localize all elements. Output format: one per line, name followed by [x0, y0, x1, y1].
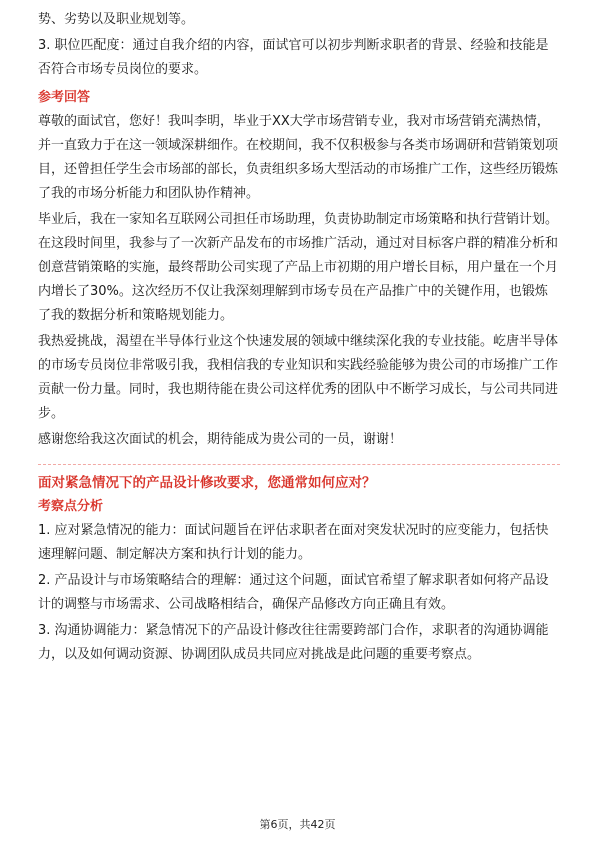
- analysis-heading: 考察点分析: [38, 499, 104, 514]
- answer-paragraph-3: 我热爱挑战，渴望在半导体行业这个快速发展的领域中继续深化我的专业技能。屹唐半导体的市场专员岗位非常吸引我，我相信我的专业知识和实践经验能够为贵公司的市场推广工作贡献一份力量。同时，我也期待能在贵公司这样优秀的团队中不断学习成长，与公司共同进步。: [38, 334, 559, 421]
- answer-paragraph-4: 感谢您给我这次面试的机会，期待能成为贵公司的一员，谢谢！: [38, 432, 403, 447]
- reference-answer-heading: 参考回答: [38, 90, 91, 105]
- point-3: 3. 职位匹配度：通过自我介绍的内容，面试官可以初步判断求职者的背景、经验和技能是否符合市场专员岗位的要求。: [38, 38, 549, 77]
- answer-paragraph-2: 毕业后，我在一家知名互联网公司担任市场助理，负责协助制定市场策略和执行营销计划。在这段时间里，我参与了一次新产品发布的市场推广活动，通过对目标客户群的精准分析和创意营销策略的实施，最终帮助公司实现了产品上市初期的用户增长目标，用户量在一个月内增长了30%。这次经历不仅让我深刻理解到市场专员在产品推广中的关键作用，也锻炼了我的数据分析和策略规划能力。: [38, 212, 559, 323]
- analysis-point-1: 1. 应对紧急情况的能力：面试问题旨在评估求职者在面对突发状况时的应变能力，包括快速理解问题、制定解决方案和执行计划的能力。: [38, 523, 549, 562]
- intro-continuation: 势、劣势以及职业规划等。: [38, 12, 195, 27]
- analysis-point-3: 3. 沟通协调能力：紧急情况下的产品设计修改往往需要跨部门合作，求职者的沟通协调能力，以及如何调动资源、协调团队成员共同应对挑战是此问题的重要考察点。: [38, 623, 549, 662]
- question-title: 面对紧急情况下的产品设计修改要求，您通常如何应对？: [38, 475, 376, 491]
- page-number: 第6页，共42页: [259, 818, 336, 831]
- section-divider: [38, 464, 560, 465]
- analysis-point-2: 2. 产品设计与市场策略结合的理解：通过这个问题，面试官希望了解求职者如何将产品设计的调整与市场需求、公司战略相结合，确保产品修改方向正确且有效。: [38, 573, 549, 612]
- page-content: [38, 8, 560, 669]
- answer-paragraph-1: 尊敬的面试官，您好！我叫李明，毕业于XX大学市场营销专业，我对市场营销充满热情，并一直致力于在这一领域深耕细作。在校期间，我不仅积极参与各类市场调研和营销策划项目，还曾担任学生会市场部的部长，负责组织多场大型活动的市场推广工作，这些经历锻炼了我的市场分析能力和团队协作精神。: [38, 114, 559, 201]
